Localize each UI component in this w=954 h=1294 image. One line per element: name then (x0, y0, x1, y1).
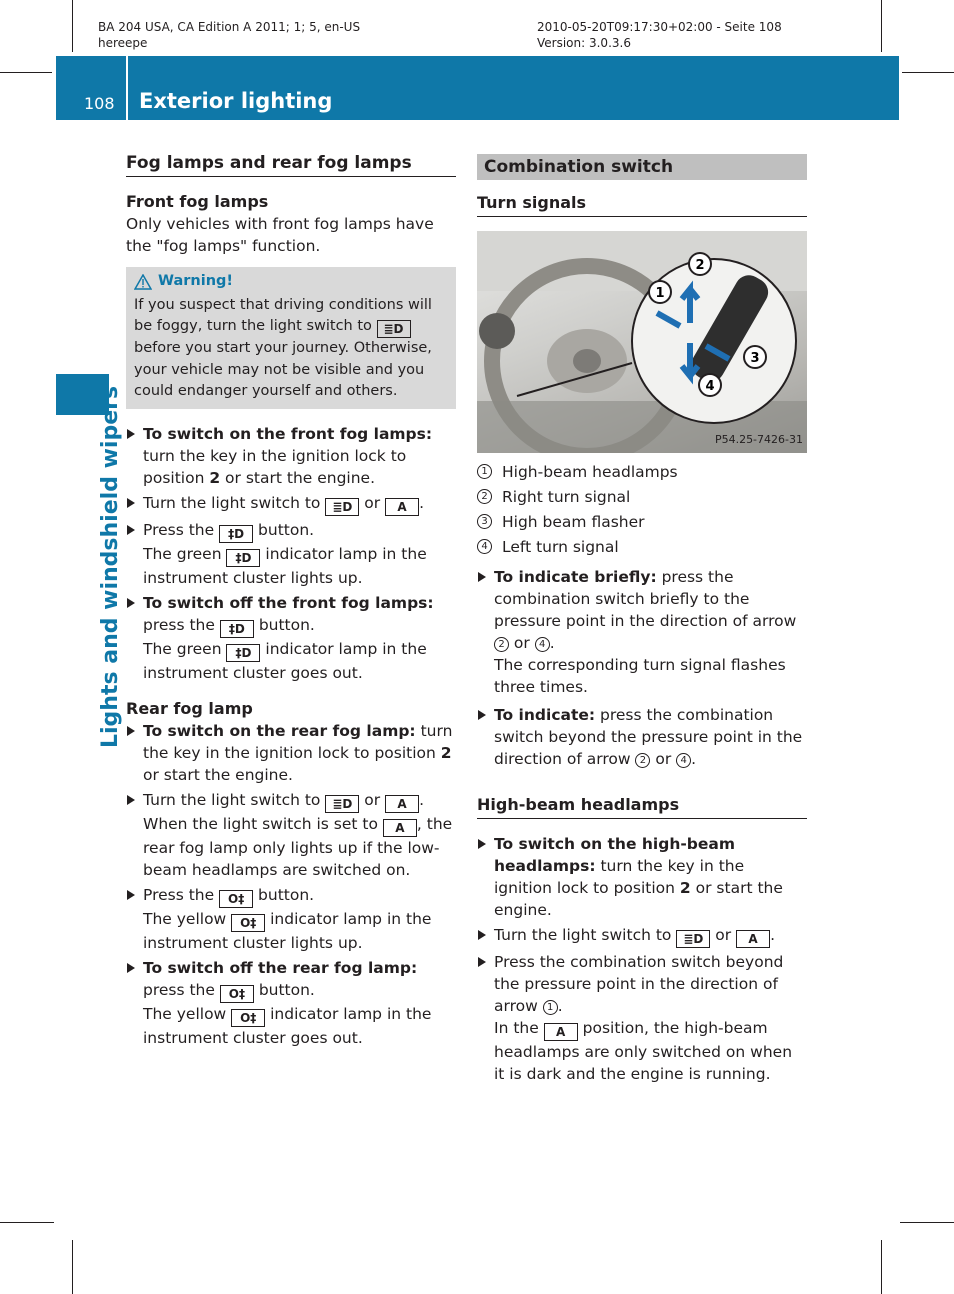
callout-number: 2 (494, 637, 509, 652)
left-column (126, 152, 456, 1052)
instruction-step: Turn the light switch to ≣D or A . (126, 492, 456, 516)
paragraph: Only vehicles with front fog lamps have the "fog lamps" function. (126, 215, 434, 255)
meta-line: hereepe (98, 36, 148, 50)
crop-mark (72, 0, 73, 52)
text: The yellow (143, 909, 227, 928)
text: Turn the light switch to (494, 926, 672, 944)
instruction-step (477, 951, 807, 1085)
auto-symbol-icon: A (383, 819, 417, 837)
position-number: 2 (679, 879, 691, 897)
instruction-step: Turn the light switch to ≣D or A . When the light switch is set to A , the rear fog lamp only lights up if the low-beam headlamps are switched on. (126, 789, 456, 881)
callout-number: 1 (477, 464, 492, 479)
instruction-step (126, 423, 456, 489)
meta-line: Version: 3.0.3.6 (537, 36, 631, 50)
text: button. (258, 885, 315, 904)
position-number: 2 (440, 743, 452, 762)
photo-code: P54.25-7426-31 (714, 433, 803, 446)
legend-label: Left turn signal (502, 538, 619, 556)
step-title: To switch on the front fog lamps: (143, 424, 433, 443)
text: indicator lamp in the instrument cluster lights up. (143, 544, 427, 587)
text: button. (258, 520, 315, 539)
text: If you suspect that driving conditions will be foggy, turn the light switch to (134, 296, 432, 334)
callout-number: 2 (477, 489, 492, 504)
lowbeam-symbol-icon: ≣D (325, 498, 359, 516)
text: . (549, 634, 555, 652)
instruction-step: Turn the light switch to ≣D or A . (477, 924, 807, 948)
text: indicator lamp in the instrument cluster lights up. (143, 909, 432, 952)
front-fog-symbol-icon: ‡D (226, 549, 260, 567)
text: or start the engine. (494, 879, 783, 919)
text: The green (143, 639, 222, 658)
instruction-step (477, 566, 807, 698)
legend-label: High beam flasher (502, 513, 645, 531)
text: When the light switch is set to (143, 814, 378, 833)
legend-item (477, 536, 807, 558)
subsection-title: Front fog lamps (126, 192, 269, 211)
page-title: Exterior lighting (139, 89, 333, 113)
text: turn the key in the ignition lock to position (143, 721, 453, 762)
photo-illustration (477, 231, 807, 453)
warning-text (134, 295, 448, 403)
page-number: 108 (84, 94, 115, 113)
meta-line: BA 204 USA, CA Edition A 2011; 1; 5, en-US (98, 20, 361, 34)
position-number: 2 (209, 468, 221, 487)
text: Press the combination switch beyond the pressure point in the direction of arrow (494, 953, 784, 1015)
step-title: To switch off the rear fog lamp: (143, 958, 418, 977)
callout-number: 1 (543, 1000, 558, 1015)
step-title: To switch on the high-beam headlamps: (494, 835, 736, 875)
lowbeam-symbol-icon: ≣D (676, 930, 710, 948)
section-title: Combination switch (477, 154, 807, 180)
callout-number: 3 (477, 514, 492, 529)
meta-line: 2010-05-20T09:17:30+02:00 - Seite 108 (537, 20, 782, 34)
text: Press the (143, 885, 215, 904)
step-title: To switch on the rear fog lamp: (143, 721, 416, 740)
instruction-step (477, 833, 807, 921)
text: or (650, 750, 677, 768)
step-title: To switch off the front fog lamps: (143, 593, 434, 612)
text: position, the high-beam headlamps are only switched on when it is dark and the engine is running. (494, 1019, 793, 1083)
auto-symbol-icon: A (736, 930, 770, 948)
crop-mark (72, 1240, 73, 1294)
callout-number: 2 (635, 753, 650, 768)
crop-mark (0, 72, 52, 73)
text: In the (494, 1019, 539, 1037)
rear-fog-symbol-icon: O‡ (231, 1009, 265, 1027)
print-meta-left (98, 19, 360, 51)
text: or start the engine. (143, 765, 293, 784)
instruction-step (126, 720, 456, 786)
section-title: Fog lamps and rear fog lamps (126, 152, 456, 177)
front-fog-symbol-icon: ‡D (226, 644, 260, 662)
right-column (477, 152, 807, 1088)
crop-mark (900, 1222, 954, 1223)
text: . (557, 997, 563, 1015)
text: press the (143, 980, 215, 999)
svg-text:4: 4 (705, 379, 715, 394)
crop-mark (881, 1240, 882, 1294)
text: or (509, 634, 535, 652)
warning-title: Warning! (158, 273, 234, 289)
text: before you start your journey. Otherwise, your vehicle may not be visible and you could endanger yourself and others. (134, 340, 432, 399)
auto-symbol-icon: A (544, 1023, 578, 1041)
text: or (364, 790, 381, 809)
text: Press the (143, 520, 215, 539)
text: Turn the light switch to (143, 790, 321, 809)
front-fog-symbol-icon: ‡D (220, 620, 254, 638)
rear-fog-symbol-icon: O‡ (219, 890, 253, 908)
svg-text:1: 1 (655, 286, 665, 301)
svg-text:2: 2 (695, 258, 705, 273)
legend-item (477, 486, 807, 508)
instruction-step (126, 957, 456, 1049)
warning-triangle-icon (134, 274, 152, 290)
legend-item (477, 461, 807, 483)
instruction-step (126, 884, 456, 954)
svg-text:3: 3 (750, 351, 760, 366)
text: . (691, 750, 697, 768)
subsection-title: High-beam headlamps (477, 794, 807, 819)
subsection-title: Rear fog lamp (126, 698, 253, 718)
step-title: To indicate: (494, 706, 596, 724)
combination-switch-photo (477, 231, 807, 453)
callout-number: 4 (535, 637, 550, 652)
crop-mark (0, 1222, 54, 1223)
text: or (715, 926, 732, 944)
text: or (364, 493, 381, 512)
text: , the rear fog lamp only lights up if the low-beam headlamps are switched on. (143, 814, 453, 879)
subsection-title: Turn signals (477, 192, 807, 217)
front-fog-symbol-icon: ‡D (219, 525, 253, 543)
text: press the combination switch briefly to the pressure point in the direction of arrow (494, 568, 797, 630)
auto-symbol-icon: A (385, 795, 419, 813)
legend-list (477, 461, 807, 558)
instruction-step (126, 519, 456, 589)
text: turn the key in the ignition lock to position (143, 446, 407, 487)
text: press the combination switch beyond the pressure point in the direction of arrow (494, 706, 803, 768)
instruction-step (126, 592, 456, 684)
rear-fog-symbol-icon: O‡ (231, 914, 265, 932)
text: or start the engine. (220, 468, 376, 487)
warning-box (126, 267, 456, 409)
rear-fog-symbol-icon: O‡ (220, 985, 254, 1003)
print-meta-right (537, 19, 782, 51)
text: indicator lamp in the instrument cluster goes out. (143, 1004, 432, 1047)
header-divider (126, 56, 128, 120)
step-title: To indicate briefly: (494, 568, 657, 586)
text: The green (143, 544, 222, 563)
crop-mark (881, 0, 882, 52)
instruction-step (477, 704, 807, 770)
legend-label: High-beam headlamps (502, 463, 678, 481)
text: Turn the light switch to (143, 493, 321, 512)
lowbeam-symbol-icon: ≣D (377, 320, 411, 338)
crop-mark (902, 72, 954, 73)
callout-number: 4 (676, 753, 691, 768)
text: The yellow (143, 1004, 227, 1023)
text: button. (258, 615, 315, 634)
text: turn the key in the ignition lock to position (494, 857, 745, 897)
warning-heading (134, 271, 448, 293)
text: press the (143, 615, 215, 634)
auto-symbol-icon: A (385, 498, 419, 516)
callout-number: 4 (477, 539, 492, 554)
legend-item (477, 511, 807, 533)
text: indicator lamp in the instrument cluster goes out. (143, 639, 427, 682)
lowbeam-symbol-icon: ≣D (325, 795, 359, 813)
text: The corresponding turn signal flashes three times. (494, 656, 786, 696)
chapter-label: Lights and windshield wipers (98, 385, 123, 748)
header-banner (56, 56, 899, 120)
legend-label: Right turn signal (502, 488, 631, 506)
text: button. (258, 980, 315, 999)
